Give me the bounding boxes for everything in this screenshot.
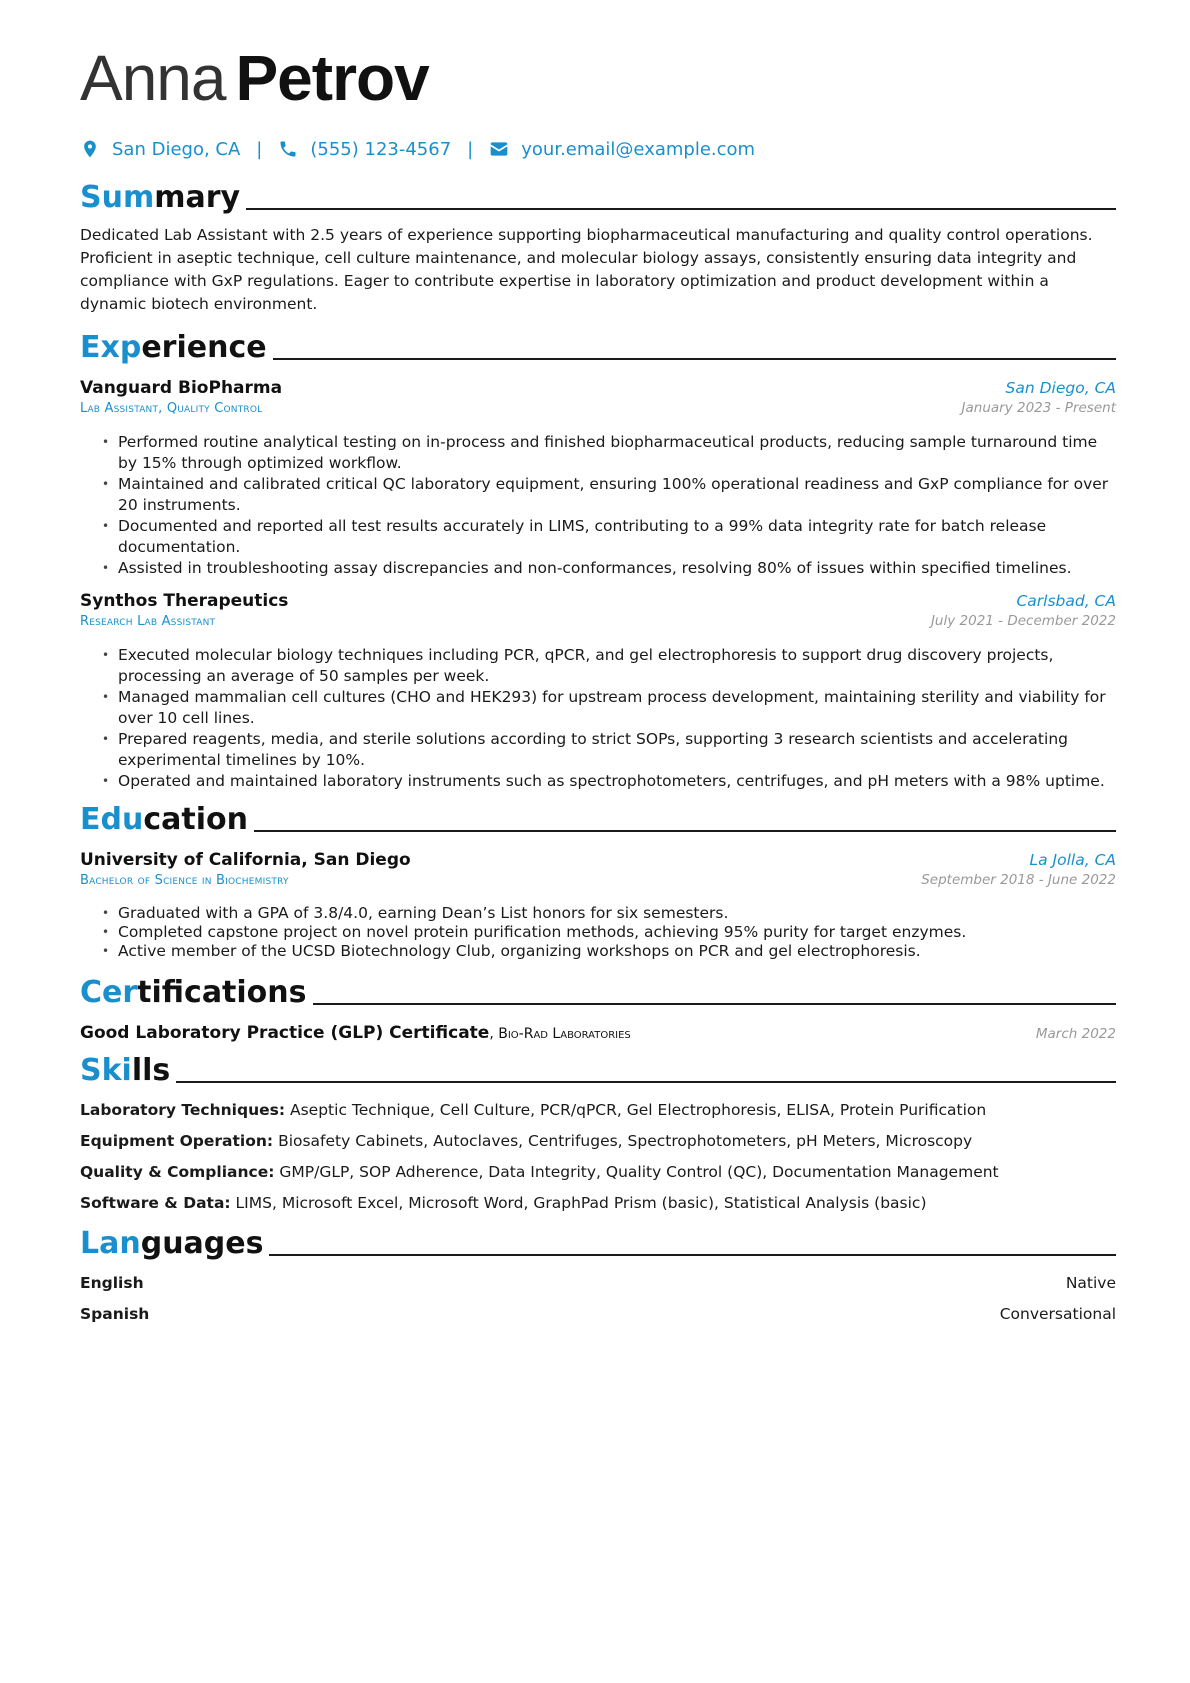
job-dates: July 2021 - December 2022 xyxy=(930,613,1116,629)
title-rest: erience xyxy=(141,330,267,365)
education-bullets xyxy=(80,904,1116,961)
contact-separator: | xyxy=(256,138,263,160)
languages-section xyxy=(80,1226,1116,1325)
phone-text[interactable]: (555) 123-4567 xyxy=(310,138,452,160)
section-title-education xyxy=(80,802,1116,838)
job-dates: January 2023 - Present xyxy=(961,400,1116,416)
bullet-item: • Managed mammalian cell cultures (CHO and HEK293) for upstream process development, maintaining sterility and viability for over 10 cell lines. xyxy=(118,687,1116,729)
section-rule xyxy=(273,358,1116,360)
first-name: Anna xyxy=(80,42,226,114)
title-accent: Exp xyxy=(80,330,142,365)
certification-date: March 2022 xyxy=(1035,1026,1116,1042)
bullet-item: • Prepared reagents, media, and sterile solutions according to strict SOPs, supporting 3 research scientists and accelerating experimental timelines by 10%. xyxy=(118,729,1116,771)
section-rule xyxy=(254,830,1116,832)
skill-row xyxy=(80,1130,1116,1152)
school-name: University of California, San Diego xyxy=(80,850,411,870)
map-pin-icon xyxy=(80,139,100,159)
certification-name: Good Laboratory Practice (GLP) Certificate xyxy=(80,1023,490,1043)
company-name: Vanguard BioPharma xyxy=(80,378,283,398)
skill-value: Biosafety Cabinets, Autoclaves, Centrifuges, Spectrophotometers, pH Meters, Microscopy xyxy=(278,1132,973,1150)
job-entry xyxy=(80,378,1116,579)
education-dates: September 2018 - June 2022 xyxy=(921,872,1116,888)
title-accent: Sum xyxy=(80,180,155,215)
candidate-name xyxy=(80,40,1116,116)
contact-bar xyxy=(80,136,1116,162)
certifications-section xyxy=(80,975,1116,1043)
contact-separator: | xyxy=(467,138,474,160)
job-entry xyxy=(80,591,1116,792)
title-rest: lls xyxy=(131,1053,171,1088)
skill-row xyxy=(80,1192,1116,1214)
section-rule xyxy=(269,1254,1116,1256)
school-location: La Jolla, CA xyxy=(1029,851,1116,869)
job-bullets xyxy=(80,432,1116,579)
skill-label: Equipment Operation: xyxy=(80,1132,274,1150)
section-title-experience xyxy=(80,330,1116,366)
experience-section xyxy=(80,330,1116,792)
skill-label: Software & Data: xyxy=(80,1194,231,1212)
title-accent: Lan xyxy=(80,1226,141,1261)
bullet-item: • Documented and reported all test results accurately in LIMS, contributing to a 99% data integrity rate for batch release documentation. xyxy=(118,516,1116,558)
job-role: Research Lab Assistant xyxy=(80,614,216,629)
email-link[interactable]: your.email@example.com xyxy=(521,138,756,160)
bullet-item: • Maintained and calibrated critical QC laboratory equipment, ensuring 100% operational readiness and GxP compliance for over 20 instruments. xyxy=(118,474,1116,516)
bullet-item: • Graduated with a GPA of 3.8/4.0, earning Dean’s List honors for six semesters. xyxy=(118,904,1116,923)
education-section xyxy=(80,802,1116,961)
skills-section xyxy=(80,1053,1116,1214)
title-rest: guages xyxy=(140,1226,264,1261)
section-title-summary xyxy=(80,180,1116,216)
title-accent: Edu xyxy=(80,802,144,837)
job-role: Lab Assistant, Quality Control xyxy=(80,401,263,416)
job-location: San Diego, CA xyxy=(1005,379,1116,397)
language-level: Native xyxy=(1065,1274,1116,1292)
bullet-item: • Executed molecular biology techniques including PCR, qPCR, and gel electrophoresis to support drug discovery projects, processing an average of 50 samples per week. xyxy=(118,645,1116,687)
language-level: Conversational xyxy=(999,1305,1116,1323)
certification-entry: Good Laboratory Practice (GLP) Certificate, Bio-Rad Laboratories March 2022 xyxy=(80,1023,1116,1043)
section-title-skills xyxy=(80,1053,1116,1089)
title-accent: Ski xyxy=(80,1053,132,1088)
job-bullets xyxy=(80,645,1116,792)
section-rule xyxy=(176,1081,1116,1083)
job-location: Carlsbad, CA xyxy=(1016,592,1116,610)
language-name: English xyxy=(80,1274,144,1292)
section-rule xyxy=(313,1003,1116,1005)
skill-value: LIMS, Microsoft Excel, Microsoft Word, GraphPad Prism (basic), Statistical Analysis (basic) xyxy=(235,1194,927,1212)
title-rest: mary xyxy=(154,180,241,215)
degree: Bachelor of Science in Biochemistry xyxy=(80,873,289,888)
skill-label: Quality & Compliance: xyxy=(80,1163,275,1181)
title-rest: cation xyxy=(143,802,248,837)
last-name: Petrov xyxy=(235,42,429,114)
phone-icon xyxy=(278,139,298,159)
contact-email[interactable] xyxy=(489,139,755,160)
skill-row xyxy=(80,1099,1116,1121)
bullet-item: • Completed capstone project on novel protein purification methods, achieving 95% purity for target enzymes. xyxy=(118,923,1116,942)
language-row xyxy=(80,1303,1116,1325)
section-rule xyxy=(246,208,1116,210)
education-entry xyxy=(80,850,1116,961)
title-accent: Cer xyxy=(80,975,138,1010)
skill-value: Aseptic Technique, Cell Culture, PCR/qPCR, Gel Electrophoresis, ELISA, Protein Purification xyxy=(290,1101,987,1119)
bullet-item: • Performed routine analytical testing on in-process and finished biopharmaceutical products, reducing sample turnaround time by 15% through optimized workflow. xyxy=(118,432,1116,474)
envelope-icon xyxy=(489,139,509,159)
skill-row xyxy=(80,1161,1116,1183)
skill-value: GMP/GLP, SOP Adherence, Data Integrity, Quality Control (QC), Documentation Management xyxy=(279,1163,999,1181)
bullet-item: • Active member of the UCSD Biotechnology Club, organizing workshops on PCR and gel electrophoresis. xyxy=(118,942,1116,961)
language-row xyxy=(80,1272,1116,1294)
contact-phone[interactable] xyxy=(278,139,451,160)
company-name: Synthos Therapeutics xyxy=(80,591,289,611)
contact-location xyxy=(80,139,240,160)
title-rest: tifications xyxy=(137,975,307,1010)
skill-label: Laboratory Techniques: xyxy=(80,1101,286,1119)
summary-section xyxy=(80,180,1116,316)
certification-issuer: Bio-Rad Laboratories xyxy=(498,1026,631,1042)
bullet-item: • Assisted in troubleshooting assay discrepancies and non-conformances, resolving 80% of issues within specified timelines. xyxy=(118,558,1116,579)
summary-text: Dedicated Lab Assistant with 2.5 years of experience supporting biopharmaceutical manufacturing and quality control operations. Proficient in aseptic technique, cell culture maintenance, and molecular biology assays, consistently ensuring data integrity and compliance with GxP regulations. Eager to contribute expertise in laboratory optimization and product development within a dynamic biotech environment. xyxy=(80,226,1093,313)
bullet-item: • Operated and maintained laboratory instruments such as spectrophotometers, centrifuges, and pH meters with a 98% uptime. xyxy=(118,771,1116,792)
language-name: Spanish xyxy=(80,1305,150,1323)
section-title-languages xyxy=(80,1226,1116,1262)
location-text: San Diego, CA xyxy=(112,138,241,160)
section-title-certifications xyxy=(80,975,1116,1011)
